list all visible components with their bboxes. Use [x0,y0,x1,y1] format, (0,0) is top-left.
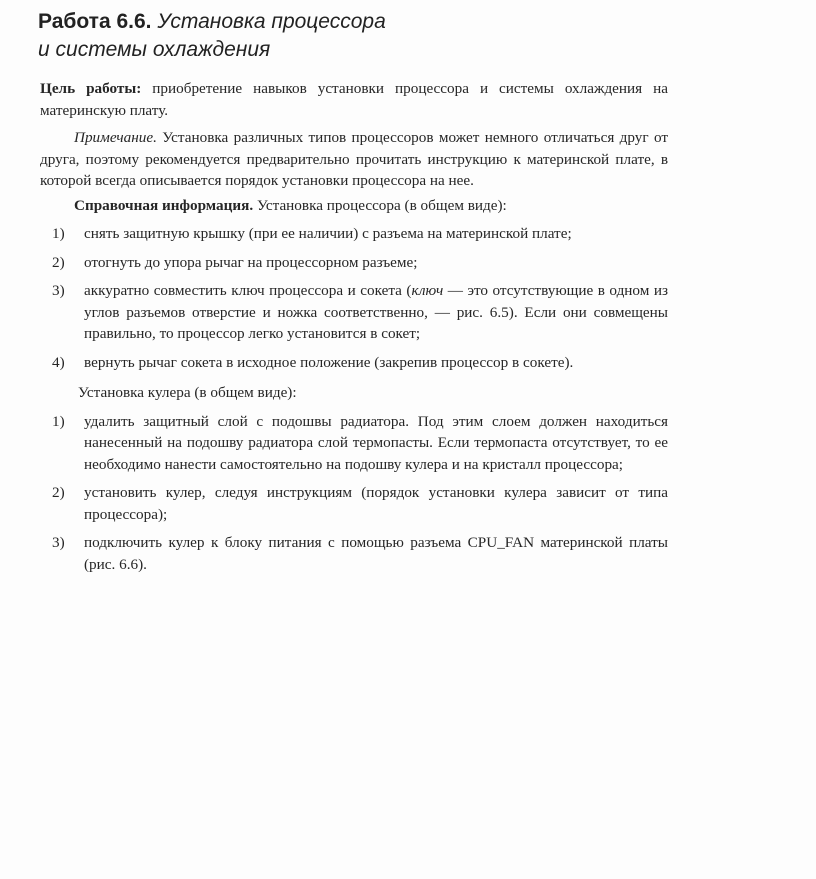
note-label: Примечание. [74,129,157,146]
list-item-text: установить кулер, следуя инструкциям (порядок установки кулера зависит от типа процессора); [84,484,668,523]
list-item [40,411,668,476]
list-item [40,252,668,274]
list-item-text: снять защитную крышку (при ее наличии) с разъема на материнской плате; [84,225,572,242]
cooler-steps-list [40,411,668,576]
list-marker: 3) [52,534,65,551]
list-marker: 1) [52,225,65,242]
document-body [40,78,668,575]
list-item [40,482,668,525]
list-item-text-before: аккуратно совместить ключ процессора и сокета ( [84,282,412,299]
list-item [40,223,668,245]
list-item [40,280,668,345]
page-heading [38,8,738,64]
heading-line-1 [38,8,738,36]
list-item-text: подключить кулер к блоку питания с помощью разъема CPU_FAN материнской платы (рис. 6.6). [84,534,668,573]
note-paragraph [40,127,668,192]
list-item-text: вернуть рычаг сокета в исходное положение (закрепив процессор в сокете). [84,353,574,371]
list-item [40,532,668,575]
list-marker: 1) [52,412,65,430]
list-item-text [84,280,668,345]
reference-text: Установка процессора (в общем виде): [256,196,507,214]
list-marker: 4) [52,353,65,371]
goal-paragraph [40,78,668,121]
reference-label: Справочная информация. [74,196,254,214]
cpu-steps-list [40,223,668,373]
reference-paragraph [40,195,668,217]
list-item-text-after: — это отсутствующие в одном из углов разъемов отверстие и ножка соответственно, — рис. 6.5). Если они совмещены правильно, то процессор легко установится в сокет; [84,282,668,342]
work-number: Работа 6.6. [38,10,152,33]
list-marker: 2) [52,484,65,501]
list-marker: 3) [52,282,65,299]
work-title-line-2: и системы охлаждения [38,38,271,61]
work-title-line-1: Установка процессора [157,10,386,33]
list-marker: 2) [52,253,65,271]
key-term: ключ [411,282,444,299]
list-item-text: отогнуть до упора рычаг на процессорном разъеме; [84,253,418,271]
list-item-text: удалить защитный слой с подошвы радиатора. Под этим слоем должен находиться нанесенный на подошву радиатора слой термопасты. Если термопаста отсутствует, то ее необходимо нанести самостоятельно на подошву кулера и на кристалл процессора; [84,412,668,473]
goal-label: Цель работы: [40,80,142,97]
goal-text: приобретение навыков установки процессора и системы охлаждения на материнскую плату. [40,80,669,119]
note-text: Установка различных типов процессоров может немного отличаться друг от друга, поэтому рекомендуется предварительно прочитать инструкцию к материнской плате, в которой всегда описывается порядок установки процессора на нее. [40,129,668,189]
cooler-heading: Установка кулера (в общем виде): [78,384,297,401]
list-item [40,352,668,374]
